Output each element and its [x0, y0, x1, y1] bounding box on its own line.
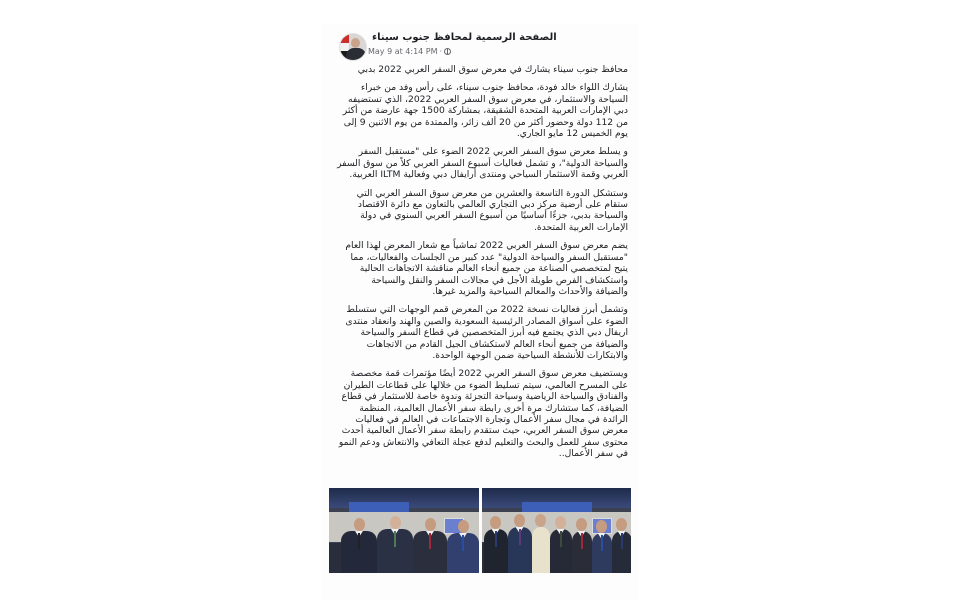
page-avatar[interactable]: [339, 33, 367, 61]
post-paragraph: ويستضيف معرض سوق السفر العربي 2022 أيضًا مؤتمرات قمة مخصصة على المسرح العالمي، سيتم تسليط الضوء من خلالها على قطاعات الطيران والفنادق والسياحة الرياضية وسياحة التجزئة وندوة خاصة للاستثمار في قطاع الضيافة، كما ستشارك مرة أخرى رابطة سفر الأعمال العالمية، المنظمة الرائدة في مجال سفر الأعمال وتجارة الاجتماعات في العالم في فعاليات معرض سوق السفر العربي، حيث ستقدم رابطة سفر الأعمال العالمية أحدث محتوى سفر للعمل والبحث والتعليم لدفع عجلة التعافي والانتعاش ودعم النمو في سفر الأعمال..: [338, 368, 628, 460]
post-paragraph: وستشكل الدورة التاسعة والعشرين من معرض سوق السفر العربي التي ستقام على أرضية مركز دبي التجاري العالمي بالتعاون مع دائرة الاقتصاد والسياحة بدبي، جزءًا أساسيًا من أسبوع السفر العربي السنوي في دولة الإمارات العربية المتحدة.: [356, 187, 628, 233]
photo-person: [592, 533, 612, 573]
post-headline: محافظ جنوب سيناء يشارك في معرض سوق السفر العربي 2022 بدبي: [357, 64, 628, 75]
post-meta: [368, 47, 451, 56]
photo-banner: [349, 502, 409, 512]
photo-person: [572, 531, 592, 573]
globe-icon[interactable]: [444, 48, 451, 55]
avatar-head: [351, 38, 360, 48]
photo-person: [413, 531, 447, 573]
post-paragraph: و يسلط معرض سوق السفر العربي 2022 الضوء على "مستقبل السفر والسياحة الدولية"، و تشمل فعاليات أسبوع السفر العربي كلاً من سوق السفر العربي وقمة الاستثمار السياحي ومنتدى أرايفال دبي وفعالية ILTM العربية.: [337, 146, 628, 181]
avatar-body: [346, 48, 366, 61]
post-paragraph: وتشمل أبرز فعاليات نسخة 2022 من المعرض قمم الوجهات التي ستسلط الضوء على أسواق المصادر الرئيسية السعودية والصين والهند وانعقاد منتدى اريفال دبي الذي يجتمع فيه أبرز المتخصصين في قطاع السفر والسياحة والضيافة من جميع أنحاء العالم لاستكشاف الجيل القادم من الاتجاهات والابتكارات للأنشطة السياحية ضمن الوجهة الواحدة.: [345, 304, 628, 361]
post-photo-1[interactable]: [329, 488, 479, 573]
photo-person: [550, 529, 572, 573]
post-paragraph: يضم معرض سوق السفر العربي 2022 تماشياً مع شعار المعرض لهذا العام "مستقبل السفر والسياحة الدولية" عدد كبير من الجلسات والفعاليات، مما يتيح لمتخصصي الصناعة من جميع أنحاء العالم مناقشة الاتجاهات الحالية واستكشاف الفرص طويلة الأجل في مجالات السفر والنقل والسياحة والضيافة والأحداث والمعالم السياحية والمزيد غيرها.: [345, 240, 628, 297]
photo-person: [341, 531, 377, 573]
meta-separator: ·: [439, 47, 443, 56]
photo-person: [532, 527, 550, 573]
page-name-link[interactable]: الصفحة الرسمية لمحافظ جنوب سيناء: [372, 32, 557, 43]
photo-person: [447, 533, 479, 573]
photo-person: [377, 529, 413, 573]
flag-red-stripe: [340, 34, 349, 43]
photo-person: [484, 529, 508, 573]
post-timestamp[interactable]: May 9 at 4:14 PM: [368, 47, 438, 56]
post-body: [336, 64, 628, 467]
post-photo-grid: [329, 488, 631, 573]
post-photo-2[interactable]: [482, 488, 632, 573]
facebook-post-card: [322, 24, 638, 600]
photo-person: [508, 527, 532, 573]
post-paragraph: يشارك اللواء خالد فودة، محافظ جنوب سيناء، على رأس وفد من خبراء السياحة والاستثمار، في معرض سوق السفر العربي 2022، الذي تستضيفه دبي الإمارات العربية المتحدة الشقيقة، بمشاركة 1500 جهة عارضة من أكثر من 112 دولة وحضور أكثر من 20 ألف زائر، والممتدة من يوم الاثنين 9 إلى يوم الخميس 12 مايو الجاري.: [342, 82, 628, 140]
post-header: [322, 30, 638, 66]
photo-banner: [522, 502, 592, 512]
photo-person: [612, 531, 632, 573]
